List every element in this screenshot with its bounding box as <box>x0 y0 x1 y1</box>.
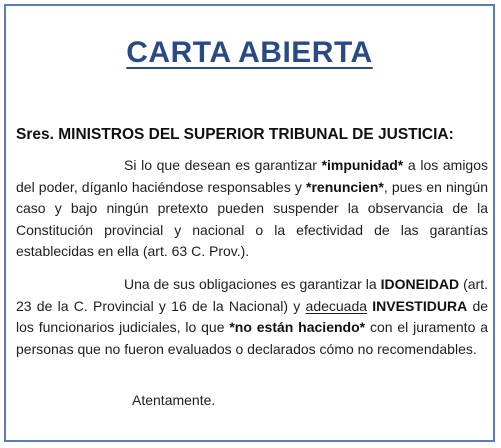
paragraph-1-bold-renuncien: *renuncien* <box>306 178 384 195</box>
paragraph-2-underlined-adecuada: adecuada <box>305 297 368 314</box>
letter-title <box>6 36 493 70</box>
salutation: Sres. MINISTROS DEL SUPERIOR TRIBUNAL DE JUSTICIA: <box>16 126 454 143</box>
paragraph-1-bold-impunidad: *impunidad* <box>321 157 404 173</box>
paragraph-2-bold-investidura: INVESTIDURA <box>372 297 468 314</box>
paragraph-2-bold-idoneidad: IDONEIDAD <box>380 276 460 292</box>
paragraph-1-text-3: , pues en ningún caso y bajo ningún pretexto pueden suspender la observancia de la Constitución provincial y nacional o la efectividad de las garantías establecidas en ella (art. 63 C. Prov.). <box>16 178 489 259</box>
paragraph-2-text-2: (art. 23 de la C. Provincial y 16 de la Nacional) y <box>16 276 488 314</box>
paragraph-2-text-4: de los funcionarios judiciales, lo que <box>16 297 489 335</box>
paragraph-2 <box>16 274 488 360</box>
paragraph-2-text-5: con el juramento a personas que no fueron evaluados o declarados cómo no recomendables. <box>16 319 488 357</box>
paragraph-2-bold-no-estan-haciendo: *no están haciendo* <box>229 319 366 335</box>
paragraph-1-text-1: Si lo que desean es garantizar <box>124 157 322 173</box>
paragraph-1-text-2: a los amigos del poder, díganlo haciéndose responsables y <box>16 157 489 195</box>
letter-frame <box>4 4 495 442</box>
closing: Atentamente. <box>132 392 216 408</box>
paragraph-1 <box>16 155 488 263</box>
paragraph-2-text-1: Una de sus obligaciones es garantizar la <box>124 276 381 292</box>
title-text: CARTA ABIERTA <box>126 36 373 69</box>
